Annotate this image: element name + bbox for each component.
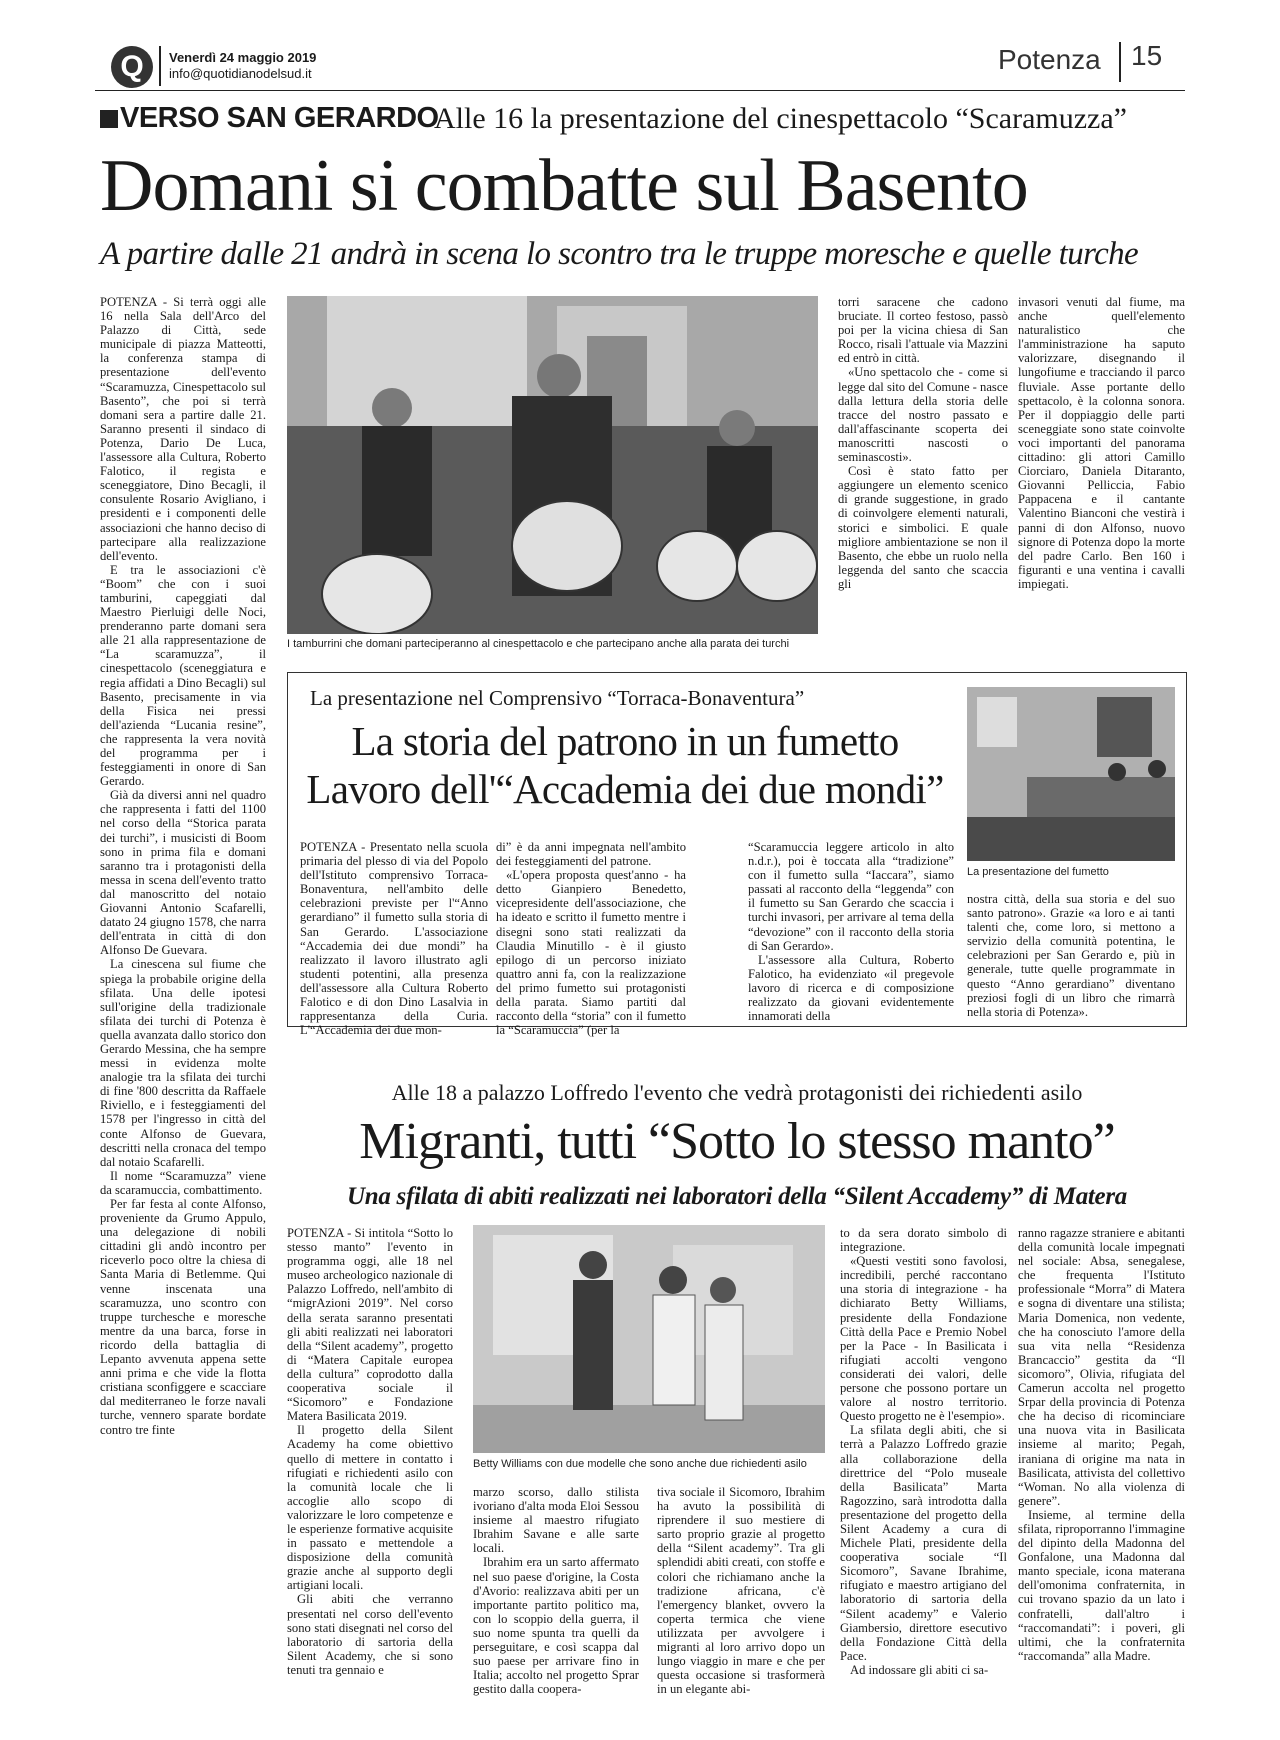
article-1-kicker <box>100 100 1185 140</box>
paragraph: «L'opera proposta quest'anno - ha detto Gianpiero Benedetto, vicepresidente dell'associazione, che ha ideato e scritto il fumetto mentre i disegni sono stati realizzati da Claudia Minutillo - è il giusto epilogo di un percorso iniziato quattro anni fa, con la realizzazione del primo fumetto sui protagonisti della parata. Siamo partiti dal racconto della “storia” con il fumetto la “Scaramuccia” (per la <box>496 868 686 1038</box>
article-3-headline: Migranti, tutti “Sotto lo stesso manto” <box>359 1113 1115 1170</box>
paragraph: invasori venuti dal fiume, ma anche quell'elemento naturalistico che l'amministrazione ha saputo valorizzare, disegnando il lungofiume e tracciando il parco fluviale. Asse portante dello spettacolo, è la colonna sonora. Per il doppiaggio delle parti sceneggiate sono state coinvolte voci importanti del panorama cittadino: gli attori Camillo Ciorciaro, Daniela Ditaranto, Giovanni Pelliccia, Fabio Pappacena e il cantante Valentino Bianconi che vestirà i panni di don Alfonso, nuovo signore di Potenza dopo la morte del padre Carlo. Ben 160 i figuranti e una ventina i cavalli impiegati. <box>1018 295 1185 591</box>
article-3-column-1 <box>287 1226 453 1677</box>
paragraph: Il progetto della Silent Academy ha come obiettivo quello di mettere in contatto i rifugiati e richiedenti asilo con la comunità locale che li accoglie allo scopo di valorizzare le loro competenze e le esperienze formative acquisite in passato e mettendole a disposizione della comunità grazie anche al supporto degli artigiani locali. <box>287 1423 453 1593</box>
paragraph: marzo scorso, dallo stilista ivoriano d'alta moda Eloi Sessou insieme al maestro rifugiato Ibrahim Savane e alle sarte locali. <box>473 1485 639 1556</box>
article-3-column-5 <box>1018 1226 1185 1663</box>
paragraph: to da sera dorato simbolo di integrazione. <box>840 1226 1007 1255</box>
paragraph: La cinescena sul fiume che spiega la probabile origine della sfilata. Una delle ipotesi sull'origine della tradizionale sfilata dei turchi di Potenza è quella avanzata dallo storico don Gerardo Messina, che ha sempre messi in evidenza molte analogie tra la sfilata dei turchi di fine '800 descritta da Raffaele Riviello, e i festeggiamenti del 1578 per l'ingresso in città del conte Alfonso de Guevara, descritti nella cronaca del tempo dal notaio Scafarelli. <box>100 957 266 1169</box>
paragraph: Insieme, al termine della sfilata, riproporranno l'immagine del dipinto della Madonna del Gonfalone, una Madonna dal manto speciale, icona materana dell'omonima confraternita, in cui trovano spazio da un lato i confratelli, dall'altro i “raccomandati”: i poveri, gli ultimi, che la confraternita “raccomanda” alla Madre. <box>1018 1507 1185 1663</box>
paragraph: E tra le associazioni c'è “Boom” che con i suoi tamburini, capeggiati dal Maestro Pierluigi delle Noci, prenderanno parte domani sera alle 21 alla rappresentazione de “La scaramuzza”, il cinespettacolo (sceneggiatura e regia affidati a Dino Becagli) sul Basento, precisamente in via della Fisica nei pressi dell'azienda “Lucania resine”, che rappresenta la vera novità del programma per i festeggiamenti in onore di San Gerardo. <box>100 562 266 789</box>
paragraph: tiva sociale il Sicomoro, Ibrahim ha avuto la possibilità di riprendere il suo mestiere di sarto proprio grazie al progetto della “Silent academy”. Tra gli splendidi abiti creati, con stoffe e colori che richiamano anche la tradizione africana, c'è l'emergency blanket, ovvero la coperta termica che viene utilizzata per avvolgere i migranti al loro arrivo dopo un lungo viaggio in mare e che per questa occasione si trasformerà in un elegante abi- <box>657 1485 825 1697</box>
drummers-photo-caption: I tamburrini che domani parteciperanno al cinespettacolo e che partecipano anche alla parata dei turchi <box>287 638 790 650</box>
article-2-column-4 <box>967 892 1175 1019</box>
article-3-column-4 <box>840 1226 1007 1677</box>
drummers-photo <box>287 296 818 634</box>
fashion-show-photo <box>473 1225 825 1453</box>
paragraph: nostra città, della sua storia e del suo santo patrono». Grazie «a loro e ai tanti talenti che, come loro, si mettono a servizio della comunità potentina, le celebrazioni per San Gerardo e, più in generale, tutte quelle programmate in questo “Anno gerardiano” diventano preziosi fogli di un libro che rimarrà nella storia di Potenza». <box>967 892 1175 1019</box>
paragraph: Così è stato fatto per aggiungere un elemento scenico di grande suggestione, in grado di coinvolgere elementi naturali, storici e simbolici. E quale migliore ambientazione se non il Basento, che ebbe un ruolo nella leggenda del santo che scaccia gli <box>838 464 1008 591</box>
paragraph: ranno ragazze straniere e abitanti della comunità locale impegnati nel sociale: Absa, senegalese, che frequenta l'Istituto professionale “Morra” di Matera e sogna di diventare una stilista; Maria Domenica, non vedente, che ha conosciuto l'amore della sua vita nella “Residenza Brancaccio” gestita da “Il sicomoro”, Olivia, rifugiata del Camerun accolta nel progetto Srpar della provincia di Potenza che ha deciso di ricominciare una nuova vita in Basilicata insieme al marito; Pegah, iraniana di origine ma nata in Basilicata, attivista del collettivo “Woman. No alla violenza di genere”. <box>1018 1226 1185 1508</box>
article-1-subhead: A partire dalle 21 andrà in scena lo scontro tra le truppe moresche e quelle turche <box>100 236 1139 272</box>
section-name: Potenza <box>998 44 1101 75</box>
paragraph: L'assessore alla Cultura, Roberto Falotico, ha evidenziato «il pregevole lavoro di ricerca e di composizione realizzato da giovani evidentemente innamorati della <box>748 952 954 1024</box>
article-3-column-3 <box>657 1485 825 1696</box>
paragraph: torri saracene che cadono bruciate. Il corteo festoso, passò poi per la vicina chiesa di San Rocco, risalì l'attuale via Mazzini ed entrò in città. <box>838 295 1008 366</box>
paragraph: “Scaramuccia leggere articolo in alto n.d.r.), poi è toccata alla “tradizione” con il fumetto sulla “Iaccara”, siamo passati al racconto della “leggenda” con il fumetto su San Gerardo che scaccia i turchi invasori, per arrivare al tema della “devozione” con il racconto della storia di San Gerardo». <box>748 840 954 953</box>
comic-presentation-photo <box>967 687 1175 861</box>
fashion-photo-caption: Betty Williams con due modelle che sono anche due richiedenti asilo <box>473 1458 807 1470</box>
article-1-headline: Domani si combatte sul Basento <box>100 145 1028 227</box>
kicker-square-icon <box>100 110 118 128</box>
paragraph: Ibrahim era un sarto affermato nel suo paese d'origine, la Costa d'Avorio: realizzava abiti per un importante partito politico ma, con lo scoppio della guerra, il suo nome spunta tra quelli da perseguitare, e così scappa dal suo paese per arrivare fino in Italia; accolto nel progetto Sprar gestito dalla coopera- <box>473 1555 639 1697</box>
article-1-column-3 <box>1018 295 1185 591</box>
article-2-column-2 <box>496 840 686 1037</box>
paragraph: POTENZA - Presentato nella scuola primaria del plesso di via del Popolo dell'Istituto comprensivo Torraca-Bonaventura, nell'ambito delle celebrazioni previste per l'“Anno gerardiano” il fumetto sulla storia di San Gerardo. L'associazione “Accademia dei due mondi” ha realizzato il lavoro illustrato agli studenti potentini, alla presenza dell'assessore alla Cultura Roberto Falotico e di don Dino Lasalvia in rappresentanza della Curia. L'“Accademia dei due mon- <box>300 840 488 1038</box>
paragraph: «Questi vestiti sono favolosi, incredibili, perché raccontano una storia di integrazione - ha dichiarato Betty Williams, presidente della Fondazione Città della Pace e Premio Nobel per la Pace - In Basilicata i rifugiati accolti vengono considerati dei valori, delle persone che possono portare un valore al nostro territorio. Questo progetto ne è l'esempio». <box>840 1254 1007 1424</box>
article-1-column-1 <box>100 295 266 1437</box>
paragraph: La sfilata degli abiti, che si terrà a Palazzo Loffredo grazie alla collaborazione della direttrice del “Polo museale della Basilicata” Marta Ragozzino, sarà introdotta dalla presentazione del progetto della Silent Academy a cura di Michele Plati, presidente della cooperativa sociale “Il Sicomoro”, Savane Ibrahime, rifugiato e maestro artigiano del laboratorio di sartoria della “Silent academy” e Valerio Giambersio, direttore esecutivo della Fondazione Città della Pace. <box>840 1423 1007 1663</box>
paragraph: Ad indossare gli abiti ci sa- <box>850 1662 989 1677</box>
article-2-column-1 <box>300 840 488 1037</box>
article-2-headline-line-2: Lavoro dell'“Accademia dei due mondi” <box>306 766 944 812</box>
comic-photo-caption: La presentazione del fumetto <box>967 866 1109 878</box>
article-2-column-3 <box>748 840 954 1023</box>
article-3-column-2 <box>473 1485 639 1696</box>
newspaper-logo: Q <box>111 46 153 88</box>
paragraph: POTENZA - Si terrà oggi alle 16 nella Sala dell'Arco del Palazzo di Città, sede municipale di piazza Matteotti, la conferenza stampa di presentazione dell'evento “Scaramuzza, Cinespettacolo sul Basento”, che poi si terrà domani sera a partire dalle 21. Saranno presenti il sindaco di Potenza, Dario De Luca, l'assessore alla Cultura, Roberto Falotico, il regista e sceneggiatore, Dino Becagli, il consulente Rosario Avigliano, i presidenti e i componenti delle associazioni che hanno deciso di partecipare alla realizzazione dell'evento. <box>100 295 266 563</box>
article-2-kicker: La presentazione nel Comprensivo “Torraca-Bonaventura” <box>310 686 805 710</box>
paragraph: Gli abiti che verranno presentati nel corso dell'evento sono stati disegnati nel corso del laboratorio di sartoria della Silent Academy, che si sono tenuti tra gennaio e <box>287 1592 453 1677</box>
kicker-text: Alle 16 la presentazione del cinespettacolo “Scaramuzza” <box>434 102 1127 135</box>
paragraph: POTENZA - Si intitola “Sotto lo stesso manto” l'evento in programma oggi, alle 18 nel museo archeologico nazionale di Palazzo Loffredo, nell'ambito di “migrAzioni 2019”. Nel corso della serata saranno presentati gli abiti realizzati nei laboratori della “Silent academy”, progetto di “Matera Capitale europea della cultura” coprodotto dalla cooperativa sociale il “Sicomoro” e Fondazione Matera Basilicata 2019. <box>287 1226 453 1424</box>
article-3-subhead: Una sfilata di abiti realizzati nei laboratori della “Silent Accademy” di Matera <box>347 1183 1127 1210</box>
article-1-column-2 <box>838 295 1008 591</box>
paragraph: Già da diversi anni nel quadro che rappresenta i fatti del 1100 nel corso della “Storica parata dei turchi”, i musicisti di Boom sono in prima fila e domani saranno tra i protagonisti della messa in scena dell'evento tratto dal manoscritto del notaio Giovanni Antonio Scafarelli, datato 24 giugno 1578, che narra dell'entrata in città di don Alfonso De Guevara. <box>100 788 266 958</box>
page-number: 15 <box>1131 40 1163 71</box>
article-3-kicker: Alle 18 a palazzo Loffredo l'evento che vedrà protagonisti dei richiedenti asilo <box>391 1080 1083 1105</box>
contact-email: info@quotidianodelsud.it <box>169 66 312 81</box>
page-header <box>95 28 1185 90</box>
paragraph: di” è da anni impegnata nell'ambito dei festeggiamenti del patrone. <box>496 840 686 869</box>
kicker-label: VERSO SAN GERARDO <box>120 102 439 134</box>
paragraph: Il nome “Scaramuzza” viene da scaramuccia, combattimento. <box>100 1168 266 1197</box>
issue-date: Venerdì 24 maggio 2019 <box>169 50 317 65</box>
article-2-headline-line-1: La storia del patrono in un fumetto <box>351 718 899 764</box>
paragraph: «Uno spettacolo che - come si legge dal sito del Comune - nasce dalla lettura della storia delle tracce del nostro passato e dall'affascinante scoperta dei manoscritti nascosti o seminascosti». <box>838 365 1008 465</box>
paragraph: Per far festa al conte Alfonso, proveniente da Grumo Appulo, una delegazione di nobili cittadini gli andò incontro per riceverlo poco oltre la chiesa di Santa Maria di Betlemme. Qui venne inscenata una scaramuzza, uno scontro con truppe turchesche e moresche mentre da una barca, forse in ricordo della battaglia di Lepanto avvenuta appena sette anni prima e che vide la flotta cristiana sconfiggere e scacciare dal mediterraneo le forze navali turche, vennero sparate bordate contro tre finte <box>100 1197 266 1437</box>
